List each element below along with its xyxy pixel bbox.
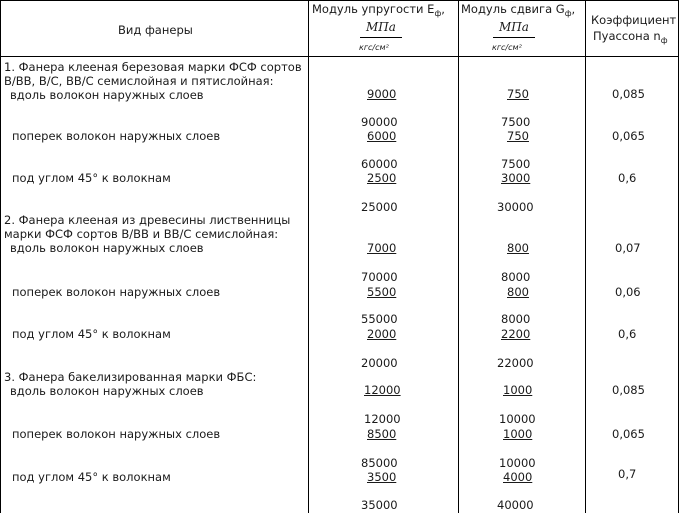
column-divider-2 [458, 0, 459, 513]
section-2-row-2-e-top: 70000 [361, 270, 398, 284]
header-col-elastic-unit-top: МПа [366, 20, 396, 34]
section-2-row-1-e-bottom: 7000 [367, 241, 397, 255]
section-1-row-1-label: вдоль волокон наружных слоев [10, 88, 204, 102]
section-3-row-2-g-bottom: 1000 [503, 427, 533, 441]
column-divider-3 [585, 0, 586, 513]
section-2-title-line1: 2. Фанера клееная из древесины лиственницы [4, 213, 291, 227]
section-1-row-2-g-top: 7500 [501, 115, 531, 129]
section-2-trail-e: 20000 [361, 356, 398, 370]
section-2-title-line2: марки ФСФ сортов В/ВВ и ВВ/С семислойная: [4, 227, 279, 241]
section-3-row-2-g-top: 10000 [499, 412, 536, 426]
column-divider-1 [308, 0, 309, 513]
section-1-row-1-poisson: 0,085 [612, 87, 645, 101]
section-2-row-1-poisson: 0,07 [615, 241, 641, 255]
section-1-row-3-poisson: 0,6 [618, 171, 637, 185]
section-3-row-3-label: под углом 45° к волокнам [12, 470, 171, 484]
section-1-row-3-e-top: 60000 [361, 157, 398, 171]
section-2-row-2-label: поперек волокон наружных слоев [12, 285, 221, 299]
section-1-title-line1: 1. Фанера клееная березовая марки ФСФ сортов [4, 60, 302, 74]
section-2-row-1-label: вдоль волокон наружных слоев [10, 241, 204, 255]
section-1-trail-e: 25000 [361, 200, 398, 214]
section-1-title-line2: В/ВВ, В/С, ВВ/С семислойная и пятислойная: [4, 74, 274, 88]
header-col-shear-unit-bottom: кгс/см² [492, 43, 522, 52]
section-2-row-3-label: под углом 45° к волокнам [12, 327, 171, 341]
section-3-row-3-poisson: 0,7 [618, 467, 637, 481]
header-col-elastic-unit-bottom: кгс/см² [359, 43, 389, 52]
section-3-row-1-e-bottom: 12000 [364, 383, 401, 397]
header-col-shear-unit-top: МПа [499, 20, 529, 34]
section-1-row-3-label: под углом 45° к волокнам [12, 171, 171, 185]
section-2-row-3-e-top: 55000 [361, 312, 398, 326]
section-3-row-2-poisson: 0,065 [612, 427, 645, 441]
section-3-row-3-e-top: 85000 [361, 456, 398, 470]
section-2-row-2-g-top: 8000 [501, 270, 531, 284]
section-3-trail-g: 40000 [497, 498, 534, 512]
section-2-row-1-g-bottom: 800 [507, 241, 529, 255]
section-3-row-3-e-bottom: 3500 [367, 470, 397, 484]
section-2-row-3-poisson: 0,6 [618, 327, 637, 341]
header-col-elastic-modulus: Модуль упругости $E_ф$, [312, 2, 445, 18]
section-2-row-3-g-top: 8000 [501, 312, 531, 326]
header-col-poisson-line1: Коэффициент [591, 13, 677, 27]
header-col-shear-fraction-line [493, 37, 535, 38]
section-3-trail-e: 35000 [361, 498, 398, 512]
section-3-row-3-g-top: 10000 [499, 456, 536, 470]
section-1-row-2-g-bottom: 750 [507, 129, 529, 143]
header-col-elastic-fraction-line [360, 37, 402, 38]
section-1-row-2-poisson: 0,065 [612, 129, 645, 143]
section-2-trail-g: 22000 [497, 356, 534, 370]
section-3-row-2-e-top: 12000 [364, 412, 401, 426]
section-1-row-3-g-top: 7500 [501, 157, 531, 171]
section-1-row-1-g-bottom: 750 [507, 87, 529, 101]
header-divider [0, 56, 679, 57]
section-1-row-2-e-top: 90000 [361, 115, 398, 129]
section-3-row-1-poisson: 0,085 [612, 383, 645, 397]
section-1-trail-g: 30000 [497, 200, 534, 214]
section-2-row-2-poisson: 0,06 [615, 285, 641, 299]
section-2-row-2-e-bottom: 5500 [367, 285, 397, 299]
section-1-row-2-label: поперек волокон наружных слоев [12, 129, 221, 143]
section-1-row-1-e-bottom: 9000 [367, 87, 397, 101]
section-1-row-3-g-bottom: 3000 [501, 171, 531, 185]
section-3-row-1-label: вдоль волокон наружных слоев [10, 384, 204, 398]
section-3-title-line1: 3. Фанера бакелизированная марки ФБС: [4, 370, 257, 384]
section-2-row-2-g-bottom: 800 [507, 285, 529, 299]
section-1-row-3-e-bottom: 2500 [367, 171, 397, 185]
section-3-row-2-label: поперек волокон наружных слоев [12, 427, 221, 441]
header-col-poisson-line2: Пуассона $n_ф$ [593, 29, 668, 45]
header-col-type: Вид фанеры [118, 23, 193, 37]
section-2-row-3-g-bottom: 2200 [501, 327, 531, 341]
section-1-row-2-e-bottom: 6000 [367, 129, 397, 143]
header-col-shear-modulus: Модуль сдвига $G_ф$, [461, 2, 576, 18]
section-2-row-3-e-bottom: 2000 [367, 327, 397, 341]
section-3-row-1-g-bottom: 1000 [503, 383, 533, 397]
section-3-row-3-g-bottom: 4000 [503, 470, 533, 484]
section-3-row-2-e-bottom: 8500 [367, 427, 397, 441]
